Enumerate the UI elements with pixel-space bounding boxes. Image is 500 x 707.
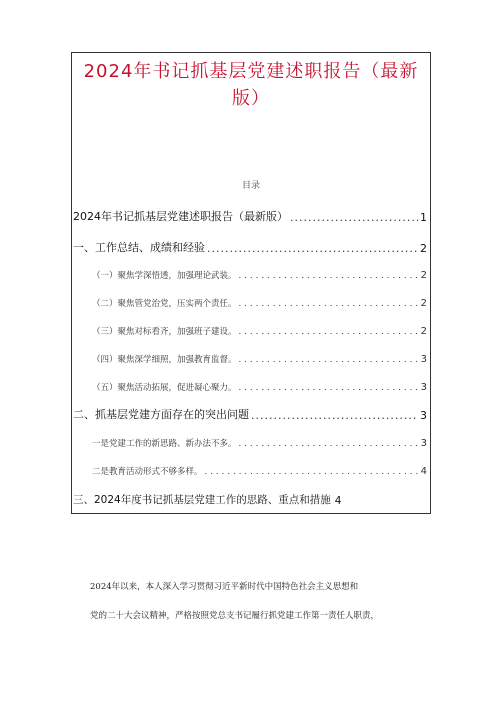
toc-entry-label: 三、2024年度书记抓基层党建工作的思路、重点和措施 [73, 494, 331, 506]
toc-entry-label: （五）聚焦活动拓展，促进凝心聚力。 [92, 383, 237, 393]
toc-leader-dots [251, 409, 418, 422]
toc-entry-label: （三）聚焦对标看齐，加强班子建设。 [92, 327, 237, 337]
toc-entry-label: 一是党建工作的新思路、新办法不多。 [92, 439, 237, 449]
toc-page-number: 2 [420, 326, 427, 337]
toc-leader-dots [239, 327, 419, 337]
toc-entry-subsection-1-3[interactable] [92, 325, 427, 337]
toc-entry-subsection-2-2[interactable] [92, 465, 427, 477]
toc-entry-label: （二）聚焦管党治党，压实两个责任。 [92, 299, 237, 309]
document-title: 2024年书记抓基层党建述职报告（最新版） [83, 61, 419, 109]
toc-heading: 目录 [241, 181, 260, 191]
toc-entry-subsection-1-5[interactable] [92, 381, 427, 393]
body-paragraph-line-1: 2024年以来，本人深入学习贯彻习近平新时代中国特色社会主义思想和 [90, 582, 359, 592]
toc-leader-dots [239, 355, 419, 365]
toc-page-number: 2 [420, 242, 427, 255]
toc-leader-dots [290, 211, 418, 224]
toc-entry-label: 2024年书记抓基层党建述职报告（最新版） [73, 210, 288, 223]
toc-leader-dots [239, 439, 419, 449]
toc-page-number: 3 [420, 382, 427, 393]
toc-entry-section-2[interactable] [73, 406, 427, 422]
toc-page-number: 4 [334, 495, 342, 507]
toc-page-number: 3 [420, 354, 427, 365]
toc-entry-subsection-1-2[interactable] [92, 297, 427, 309]
toc-page-number: 4 [420, 466, 427, 477]
toc-entry-label: 二是教育活动形式不够多样。 [92, 467, 203, 477]
toc-entry-subsection-1-1[interactable] [92, 269, 427, 281]
toc-entry-section-1[interactable] [73, 239, 427, 255]
toc-page-number: 1 [420, 211, 427, 224]
toc-entry-label: （四）聚焦深学细照，加强教育监督。 [92, 355, 237, 365]
toc-entry-subsection-1-4[interactable] [92, 353, 427, 365]
toc-entry-report-title[interactable] [73, 208, 427, 224]
toc-page-number: 2 [420, 270, 427, 281]
toc-page-number: 2 [420, 298, 427, 309]
toc-leader-dots [207, 242, 418, 255]
toc-page-number: 3 [420, 438, 427, 449]
toc-entry-label: 二、抓基层党建方面存在的突出问题 [73, 408, 249, 421]
toc-entry-label: （一）聚焦学深悟透，加强理论武装。 [92, 271, 237, 281]
toc-entry-subsection-2-1[interactable] [92, 437, 427, 449]
body-paragraph-line-2: 党的二十大会议精神，严格按照党总支书记履行抓党建工作第一责任人职责， [90, 611, 380, 621]
toc-leader-dots [239, 299, 419, 309]
toc-entry-label: 一、工作总结、成绩和经验 [73, 241, 205, 254]
toc-leader-dots [205, 467, 419, 477]
toc-entry-section-3[interactable] [73, 492, 427, 507]
toc-page-number: 3 [420, 409, 427, 422]
toc-leader-dots [239, 271, 419, 281]
toc-leader-dots [239, 383, 419, 393]
